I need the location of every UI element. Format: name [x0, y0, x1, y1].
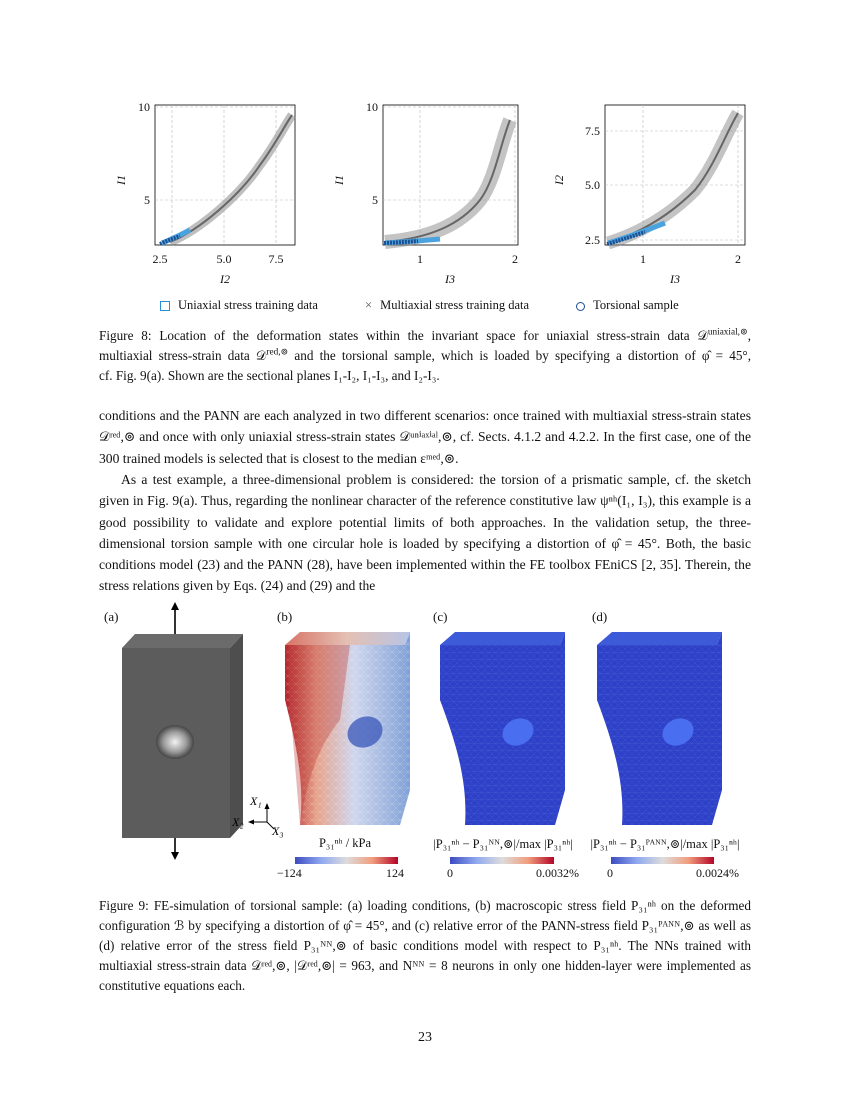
panel-label-a: (a): [104, 609, 119, 624]
panel-label-c: (c): [433, 609, 448, 624]
colorbar-c-title: |P₃₁ⁿʰ − P₃₁ᴺᴺ,⊚|/max |P₃₁ⁿʰ|: [433, 837, 573, 851]
panel-b-stress-field: [285, 632, 410, 825]
tick-label: 5.0: [216, 252, 232, 266]
axis-label: I2: [552, 175, 566, 185]
tick-label: 7.5: [268, 252, 284, 266]
legend-torsional: Torsional sample: [593, 298, 679, 312]
colorbar-c-max: 0.0032%: [536, 866, 579, 880]
plot-i1-i3: [332, 100, 518, 286]
panel-label-b: (b): [277, 609, 293, 624]
tick-label: 2.5: [152, 252, 168, 266]
figure-8-legend: [160, 298, 720, 313]
colorbar-b-title: P₃₁ⁿʰ / kPa: [318, 836, 372, 850]
colorbar-c-min: 0: [447, 866, 453, 880]
figure-8-plots: [100, 95, 760, 295]
panel-a-loading: [122, 602, 243, 860]
square-marker-icon: [160, 301, 170, 311]
tick-label: 1: [417, 252, 423, 266]
cross-marker-icon: ×: [365, 298, 373, 312]
colorbar-b: [295, 857, 398, 864]
axis-label: I1: [114, 175, 128, 185]
body-paragraph-1: conditions and the PANN are each analyzed in two different scenarios: once trained with multiaxial stress-strain states 𝒟ʳᵉᵈ,⊚ and once with only uniaxial stress-strain states 𝒟ᵘⁿⁱᵃˣⁱᵃˡ,⊚, cf. Sects. 4.1.2 and 4.2.2. In the first case, one of the 300 trained models is selected that is closest to the median εᵐᵉᵈ,⊚.: [99, 408, 751, 466]
figure-9-panels: [100, 600, 760, 860]
tick-label: 1: [640, 252, 646, 266]
tick-label: 7.5: [585, 124, 600, 138]
tick-label: 5.0: [585, 178, 600, 192]
tick-label: 2.5: [585, 233, 600, 247]
colorbar-d: [611, 857, 714, 864]
figure-8-caption: Figure 8: Location of the deformation states within the invariant space for uniaxial stress-strain data 𝒟$^{uniaxial,⊚}$, multiaxial stress-strain data 𝒟$^{red,⊚}$ and the torsional sample, which is loaded by specifying a distortion of φ̂ = 45°, cf. Fig. 9(a). Shown are the sectional planes I₁-I₂, I₁-I₃, and I₂-I₃.: [99, 326, 751, 383]
colorbar-b-max: 124: [386, 866, 404, 880]
figure-9-caption: Figure 9: FE-simulation of torsional sample: (a) loading conditions, (b) macroscopic stress field P₃₁ⁿʰ on the deformed configuration ℬ by specifying a distortion of φ̂ = 45°, and (c) relative error of the PANN-stress field P₃₁ᴾᴬᴺᴺ,⊚ as well as (d) relative error of the stress field P₃₁ᴺᴺ,⊚ of basic conditions model with respect to P₃₁ⁿʰ. The NNs trained with multiaxial stress-strain data 𝒟ʳᵉᵈ,⊚, |𝒟ʳᵉᵈ,⊚| = 963, and Nᴺᴺ = 8 neurons in only one hidden-layer were implemented as constitutive equations each.: [99, 898, 751, 993]
tick-label: 5: [372, 193, 378, 207]
tick-label: 2: [512, 252, 518, 266]
tick-label: 10: [138, 100, 150, 114]
axis-label: I2: [220, 272, 230, 286]
colorbar-d-max: 0.0024%: [696, 866, 739, 880]
legend-multiaxial: Multiaxial stress training data: [380, 298, 530, 312]
legend-uniaxial: Uniaxial stress training data: [178, 298, 318, 312]
colorbar-d-title: |P₃₁ⁿʰ − P₃₁ᴾᴬᴺᴺ,⊚|/max |P₃₁ⁿʰ|: [590, 837, 740, 851]
plot-i1-i2: [114, 100, 295, 286]
axis-label: I3: [445, 272, 455, 286]
axis-x3-label: X₃: [272, 824, 284, 838]
tick-label: 10: [366, 100, 378, 114]
axis-x2-label: X₂: [232, 815, 244, 829]
plot-i2-i3: [552, 105, 745, 286]
colorbar-b-min: −124: [277, 866, 302, 880]
colorbar-d-min: 0: [607, 866, 613, 880]
panel-d-error-field: [597, 632, 722, 825]
page-number: 23: [418, 1030, 432, 1045]
body-paragraph-2: As a test example, a three-dimensional problem is considered: the torsion of a prismatic sample, cf. the sketch given in Fig. 9(a). Thus, regarding the nonlinear character of the reference constitutive law ψⁿʰ(I₁, I₃), this example is a good possibility to validate and explore potential limits of both approaches. In the validation setup, the three-dimensional torsion sample with one circular hole is loaded by specifying a distortion of φ̂ = 45°. Both, the basic conditions model (23) and the PANN (28), have been implemented within the FE toolbox FEniCS [2, 35]. Therein, the stress relations given by Eqs. (24) and (29) and the: [99, 472, 751, 594]
panel-c-error-field: [440, 632, 565, 825]
colorbar-c: [450, 857, 554, 864]
panel-label-d: (d): [592, 609, 608, 624]
tick-label: 2: [735, 252, 741, 266]
axis-x1-label: X₁: [250, 794, 262, 808]
tick-label: 5: [144, 193, 150, 207]
axis-label: I3: [670, 272, 680, 286]
circle-marker-icon: [576, 302, 585, 311]
axis-label: I1: [332, 175, 346, 185]
